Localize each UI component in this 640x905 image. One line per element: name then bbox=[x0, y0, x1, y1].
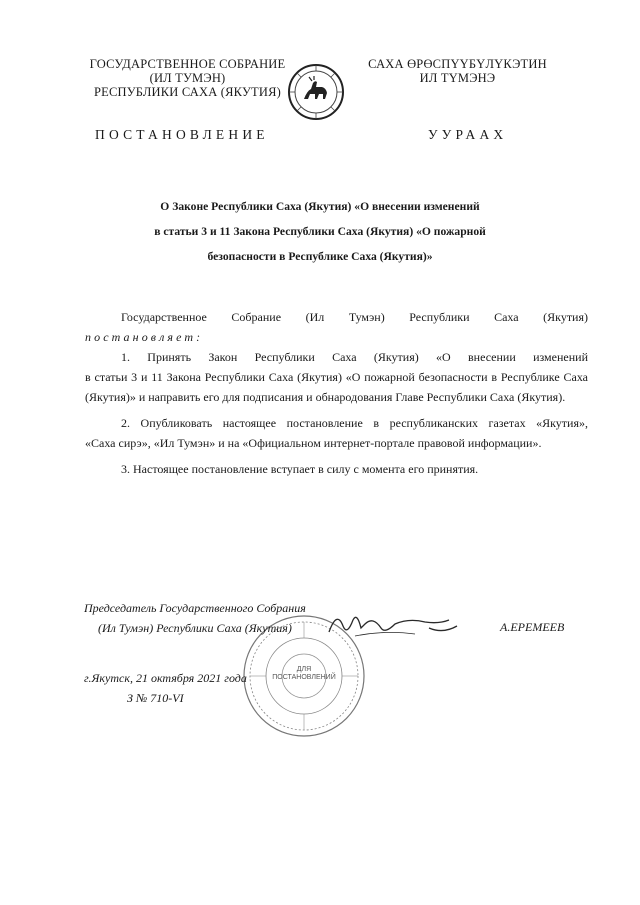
doc-type-left: ПОСТАНОВЛЕНИЕ bbox=[95, 127, 269, 142]
document-number: З № 710-VI bbox=[127, 691, 184, 705]
handwritten-signature bbox=[325, 606, 465, 642]
item-1-first-line: 1. Принять Закон Республики Саха (Якутия) «О внесении изменений bbox=[121, 350, 588, 364]
title-line-2: в статьи 3 и 11 Закона Республики Саха (Якутия) «О пожарной bbox=[154, 225, 486, 238]
coat-of-arms-icon bbox=[287, 63, 345, 121]
document-title bbox=[110, 194, 530, 269]
place-and-date: г.Якутск, 21 октября 2021 года bbox=[84, 671, 247, 685]
header-left-line-2: (ИЛ ТУМЭН) bbox=[149, 71, 226, 85]
signer-name: А.ЕРЕМЕЕВ bbox=[500, 620, 565, 634]
doc-type-right: УУРААХ bbox=[428, 127, 508, 142]
signer-position-line-2: (Ил Тумэн) Республики Саха (Якутия) bbox=[98, 621, 292, 635]
item-2-rest: «Саха сирэ», «Ил Тумэн» и на «Официальном интернет-портале правовой информации». bbox=[85, 436, 542, 450]
document-body bbox=[85, 307, 588, 479]
header-right bbox=[355, 57, 560, 85]
preamble-line: Государственное Собрание (Ил Тумэн) Республики Саха (Якутия) bbox=[121, 310, 588, 324]
title-line-3: безопасности в Республике Саха (Якутия)» bbox=[207, 250, 433, 263]
title-line-1: О Законе Республики Саха (Якутия) «О внесении изменений bbox=[160, 200, 480, 213]
signer-position-line-1: Председатель Государственного Собрания bbox=[84, 601, 306, 615]
header-left-line-1: ГОСУДАРСТВЕННОЕ СОБРАНИЕ bbox=[89, 57, 286, 71]
item-1-rest: в статьи 3 и 11 Закона Республики Саха (Якутия) «О пожарной безопасности в Республике Саха (Якутия)» и направить его для подписания и обнародования Главе Республики Саха (Якутия). bbox=[85, 370, 588, 404]
item-2-first-line: 2. Опубликовать настоящее постановление в республиканских газетах «Якутия», bbox=[121, 416, 588, 430]
header-left-line-3: РЕСПУБЛИКИ САХА (ЯКУТИЯ) bbox=[94, 85, 281, 99]
header-left bbox=[80, 57, 295, 99]
item-3: 3. Настоящее постановление вступает в силу с момента его принятия. bbox=[121, 462, 479, 476]
stamp-text: ДЛЯ ПОСТАНОВЛЕНИЙ bbox=[272, 666, 336, 681]
header-right-line-2: ИЛ ТҮМЭНЭ bbox=[419, 71, 496, 85]
preamble-verb: постановляет: bbox=[85, 330, 204, 344]
header-right-line-1: САХА ӨРӨСПҮҮБҮЛҮКЭТИН bbox=[368, 57, 547, 71]
